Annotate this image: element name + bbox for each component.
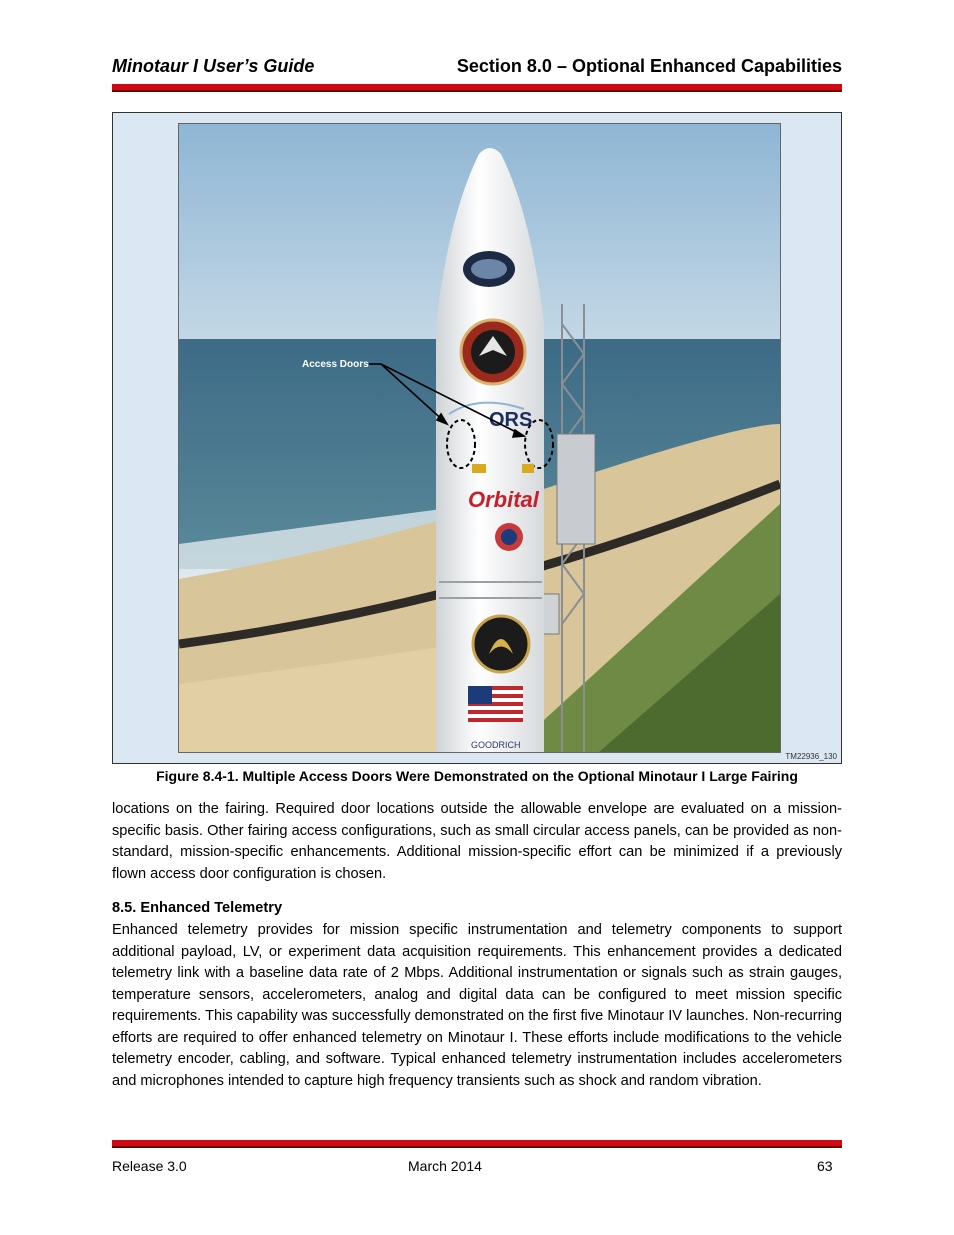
paragraph-access-doors: locations on the fairing. Required door locations outside the allowable envelope are evaluated on a mission-specific basis. Other fairing access configurations, such as small circular access panels, can be provided as non-standard, mission-specific enhancements. Additional mission-specific effort can be minimized if a previously flown access door configuration is chosen. xyxy=(112,801,842,882)
rocket-photo xyxy=(178,123,781,753)
figure-caption: Figure 8.4-1. Multiple Access Doors Were Demonstrated on the Optional Minotaur I Large Fairing xyxy=(156,768,798,784)
us-flag-icon xyxy=(468,686,523,722)
paragraph-telemetry: Enhanced telemetry provides for mission specific instrumentation and telemetry components to support additional payload, LV, or experiment data acquisition requirements. This enhancement provides a dedicated telemetry link with a baseline data rate of 2 Mbps. Additional instrumentation or signals such as strain gauges, temperature sensors, accelerometers, analog and digital data can be configured to meet mission specific requirements. This capability was successfully demonstrated on the first five Minotaur IV launches. Non-recurring efforts are required to offer enhanced telemetry on Minotaur I. These efforts include modifications to the vehicle telemetry encoder, cabling, and software. Typical enhanced telemetry instrumentation includes accelerometers and microphones intended to capture high frequency transients such as shock and random vibration. xyxy=(112,922,842,1089)
footer-release: Release 3.0 xyxy=(112,1158,187,1174)
footer-rule xyxy=(112,1140,842,1148)
footer-page-number: 63 xyxy=(817,1158,833,1174)
figure-tm-code: TM22936_130 xyxy=(785,752,837,761)
section-heading-telemetry: 8.5. Enhanced Telemetry xyxy=(112,900,283,916)
orbital-logo: Orbital xyxy=(468,487,539,512)
access-doors-callout: Access Doors xyxy=(302,359,369,370)
header-rule xyxy=(112,84,842,92)
footer-date: March 2014 xyxy=(408,1158,482,1174)
document-title: Minotaur I User’s Guide xyxy=(112,56,315,76)
figure-frame xyxy=(112,112,842,764)
goodrich-label: GOODRICH xyxy=(471,740,521,750)
section-title: Section 8.0 – Optional Enhanced Capabilities xyxy=(456,56,842,76)
ors-logo: ORS xyxy=(489,409,533,431)
